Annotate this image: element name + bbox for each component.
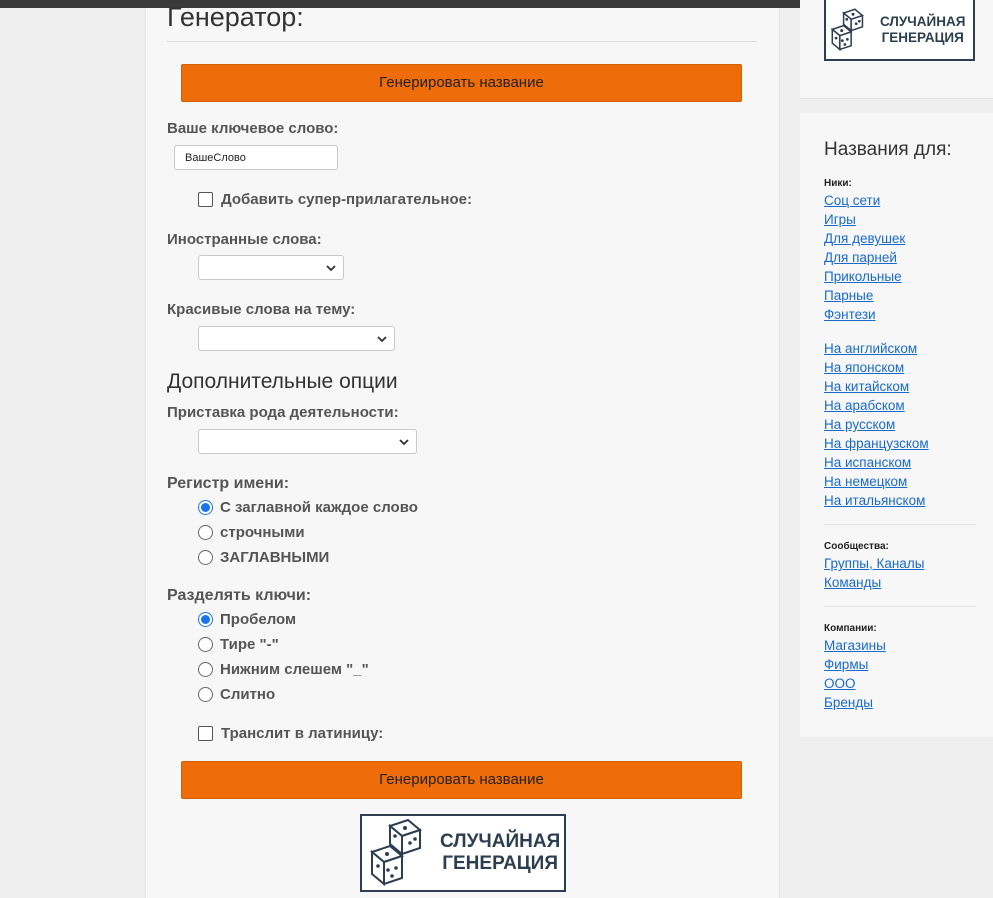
sidebar-link-social[interactable]: Соц сети [824,193,881,208]
case-radio-upper[interactable] [198,550,213,565]
dice-icon [826,2,870,58]
page-title: Генератор: [167,2,304,32]
keyword-input[interactable] [174,145,338,170]
sidebar-link-boys[interactable]: Для парней [824,250,897,265]
case-option-lower[interactable] [198,523,305,541]
separator-label: Разделять ключи: [167,587,312,604]
sidebar-section-communities: Сообщества: [824,541,889,552]
beautiful-words-select[interactable] [198,326,395,351]
case-option-label: С заглавной каждое слово [220,498,418,516]
sep-option-label: Слитно [220,685,276,703]
logo-line-1: СЛУЧАЙНАЯ [440,831,561,853]
site-logo-top [824,0,975,61]
sidebar-divider [824,524,976,525]
prefix-label: Приставка рода деятельности: [167,404,399,421]
sidebar-section-companies: Компании: [824,623,877,634]
sidebar-links [824,175,984,712]
logo-line-1: СЛУЧАЙНАЯ [880,13,966,29]
foreign-words-select[interactable] [198,255,344,280]
case-option-upper[interactable] [198,548,329,566]
extra-options-heading: Дополнительные опции [167,370,398,393]
sep-option-space[interactable] [198,610,296,628]
sidebar-link-games[interactable]: Игры [824,212,856,227]
generate-button-bottom[interactable]: Генерировать название [181,761,742,799]
super-adjective-checkbox[interactable] [198,192,213,207]
sidebar-link-italian[interactable]: На итальянском [824,493,926,508]
case-option-label: ЗАГЛАВНЫМИ [220,548,330,566]
sidebar-link-fantasy[interactable]: Фэнтези [824,307,876,322]
sidebar-divider [824,606,976,607]
case-option-capitalize[interactable] [198,498,418,516]
sidebar-link-shops[interactable]: Магазины [824,638,886,653]
foreign-words-label: Иностранные слова: [167,231,322,248]
translit-option[interactable] [198,724,383,742]
sidebar-link-german[interactable]: На немецком [824,474,908,489]
sidebar-section-nicks: Ники: [824,178,852,189]
sep-radio-space[interactable] [198,612,213,627]
sep-option-label: Нижним слешем "_" [220,660,369,678]
sidebar-link-chinese[interactable]: На китайском [824,379,910,394]
logo-line-2: ГЕНЕРАЦИЯ [442,853,558,874]
sidebar-link-firms[interactable]: Фирмы [824,657,869,672]
sidebar-link-teams[interactable]: Команды [824,575,882,590]
sidebar-names-panel [800,113,993,737]
generate-button-top[interactable]: Генерировать название [181,64,742,102]
case-option-label: строчными [220,523,305,541]
sidebar-link-spanish[interactable]: На испанском [824,455,912,470]
sep-radio-dash[interactable] [198,637,213,652]
sidebar-title: Названия для: [824,139,952,160]
sidebar-link-japanese[interactable]: На японском [824,360,905,375]
prefix-select[interactable] [198,429,417,454]
sep-radio-none[interactable] [198,687,213,702]
case-label: Регистр имени: [167,475,290,492]
sidebar-link-ooo[interactable]: ООО [824,676,856,691]
chevron-down-icon [325,262,337,274]
sidebar-link-russian[interactable]: На русском [824,417,896,432]
sidebar-gap [824,324,984,339]
sep-option-label: Пробелом [220,610,297,628]
beautiful-words-label: Красивые слова на тему: [167,301,356,318]
sidebar-logo-panel [800,0,993,99]
sidebar-link-arabic[interactable]: На арабском [824,398,905,413]
sep-option-underscore[interactable] [198,660,369,678]
sidebar-link-brands[interactable]: Бренды [824,695,873,710]
sidebar-link-english[interactable]: На английском [824,341,918,356]
sep-option-none[interactable] [198,685,275,703]
chevron-down-icon [376,333,388,345]
super-adjective-label: Добавить супер-прилагательное: [221,190,472,208]
super-adjective-option[interactable] [198,190,472,208]
sidebar-link-french[interactable]: На французском [824,436,929,451]
sidebar-link-girls[interactable]: Для девушек [824,231,906,246]
translit-label: Транслит в латиницу: [221,724,384,742]
sep-radio-underscore[interactable] [198,662,213,677]
sep-option-dash[interactable] [198,635,279,653]
sidebar-link-pairs[interactable]: Парные [824,288,874,303]
keyword-label: Ваше ключевое слово: [167,120,339,137]
chevron-down-icon [398,436,410,448]
sidebar-link-groups[interactable]: Группы, Каналы [824,556,925,571]
sidebar-link-funny[interactable]: Прикольные [824,269,902,284]
dice-icon [362,816,432,890]
case-radio-capitalize[interactable] [198,500,213,515]
title-divider [167,41,757,42]
translit-checkbox[interactable] [198,726,213,741]
logo-line-2: ГЕНЕРАЦИЯ [881,29,964,45]
sep-option-label: Тире "-" [220,635,279,653]
site-logo-bottom [360,814,566,892]
generator-panel [145,2,780,898]
case-radio-lower[interactable] [198,525,213,540]
